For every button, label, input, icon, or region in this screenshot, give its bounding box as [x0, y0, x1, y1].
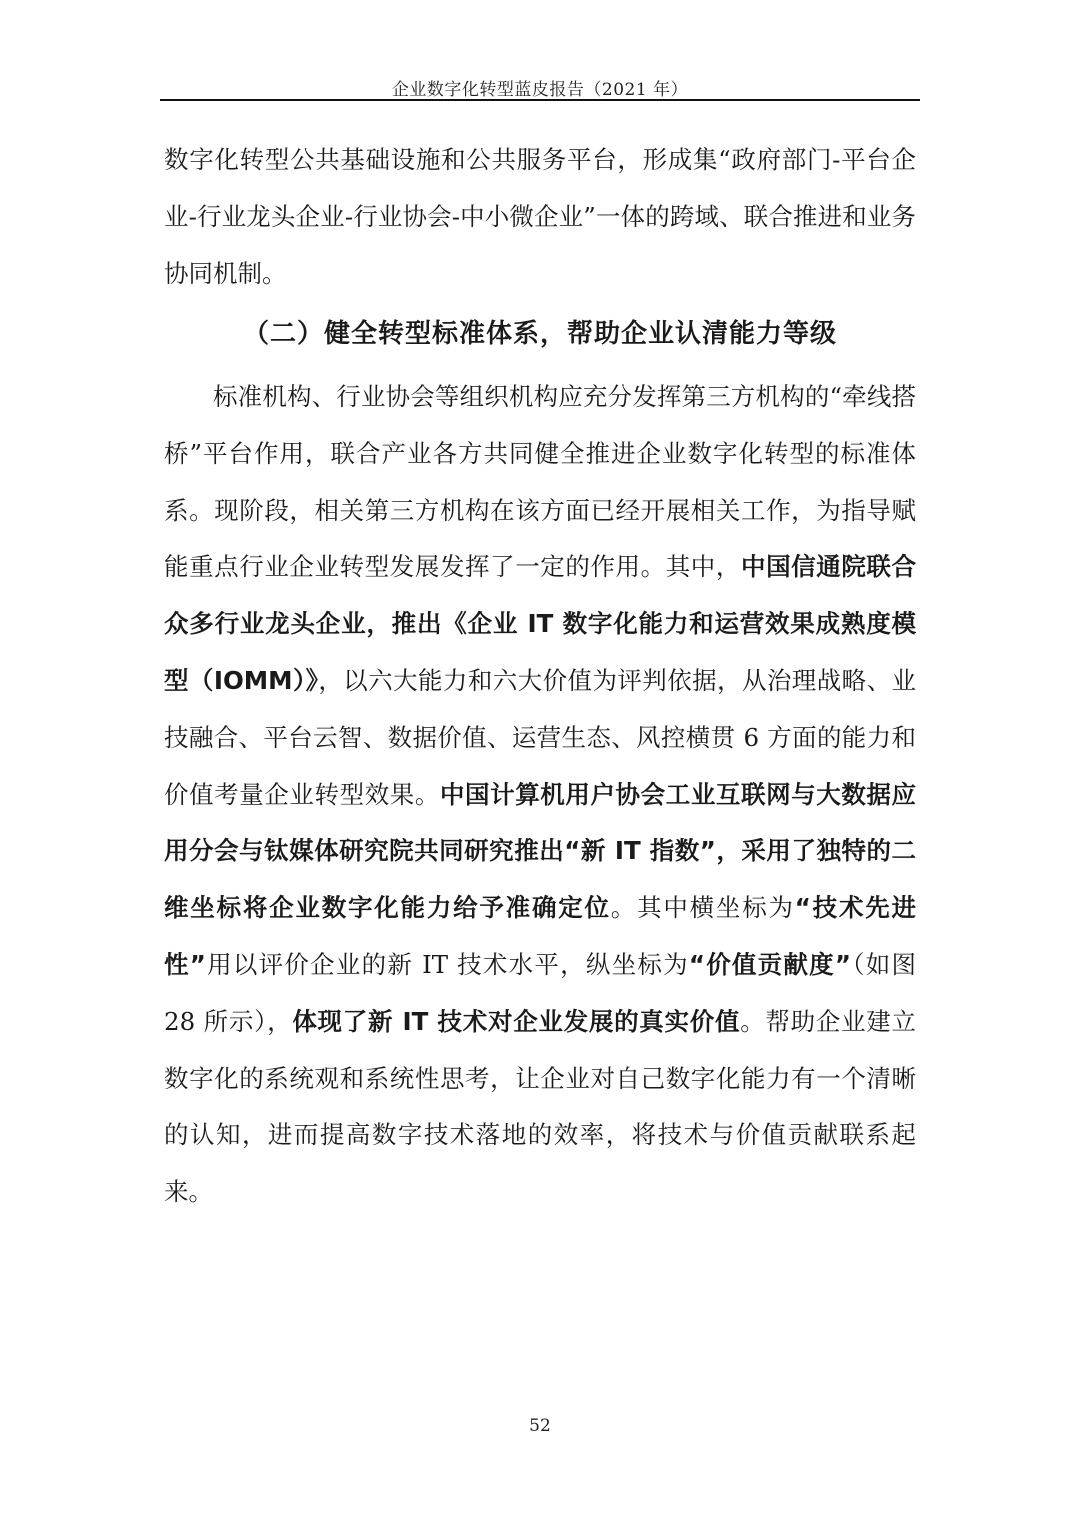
bold-run-value-contribution: “价值贡献度”: [688, 949, 852, 979]
text-run: ，以六大能力和六大价值为评判依据，从治理战略、业技融合、平台云智、数据价值、运营生态、风控横贯 6 方面的能力和价值考量企业转型效果。: [164, 665, 916, 809]
text-run: 标准机构、行业协会等组织机构应充分发挥第三方机构的“牵线搭桥”平台作用，联合产业各方共同健全推进企业数字化转型的标准体系。现阶段，相关第三方机构在该方面已经开展相关工作，为指导赋能重点行业企业转型发展发挥了一定的作用。其中，: [164, 382, 916, 582]
bold-run-new-it-index: 中国计算机用户协会工业互联网与大数据应用分会与钛媒体研究院共同研究推出“新 IT 指数”，采用了独特的二维坐标将企业数字化能力给予准确定位: [164, 779, 917, 923]
paragraph-standards: [164, 369, 916, 1221]
bold-run-tech-advancement: “技术先进性”: [164, 893, 917, 979]
page-number: 52: [529, 1416, 551, 1436]
bold-run-iomm: 中国信通院联合众多行业龙头企业，推出《企业 IT 数字化能力和运营效果成熟度模型（IOMM）》: [164, 552, 917, 695]
section-heading: （二）健全转型标准体系，帮助企业认清能力等级: [242, 319, 837, 349]
text-run: 。帮助企业建立数字化的系统观和系统性思考，让企业对自己数字化能力有一个清晰的认知，进而提高数字技术落地的效率，将技术与价值贡献联系起来。: [164, 1006, 917, 1207]
text-run: 。其中横坐标为: [610, 893, 795, 923]
running-header: 企业数字化转型蓝皮报告（2021 年）: [391, 80, 689, 100]
text-run: 用以评价企业的新 IT 技术水平，纵坐标为: [205, 949, 689, 979]
paragraph-intro: 数字化转型公共基础设施和公共服务平台，形成集“政府部门-平台企业-行业龙头企业-行业协会-中小微企业”一体的跨域、联合推进和业务协同机制。: [164, 145, 916, 288]
bold-run-real-value: 体现了新 IT 技术对企业发展的真实价值: [292, 1006, 741, 1036]
text-run: （如图 28 所示），: [164, 949, 916, 1036]
header-rule: [160, 99, 920, 101]
